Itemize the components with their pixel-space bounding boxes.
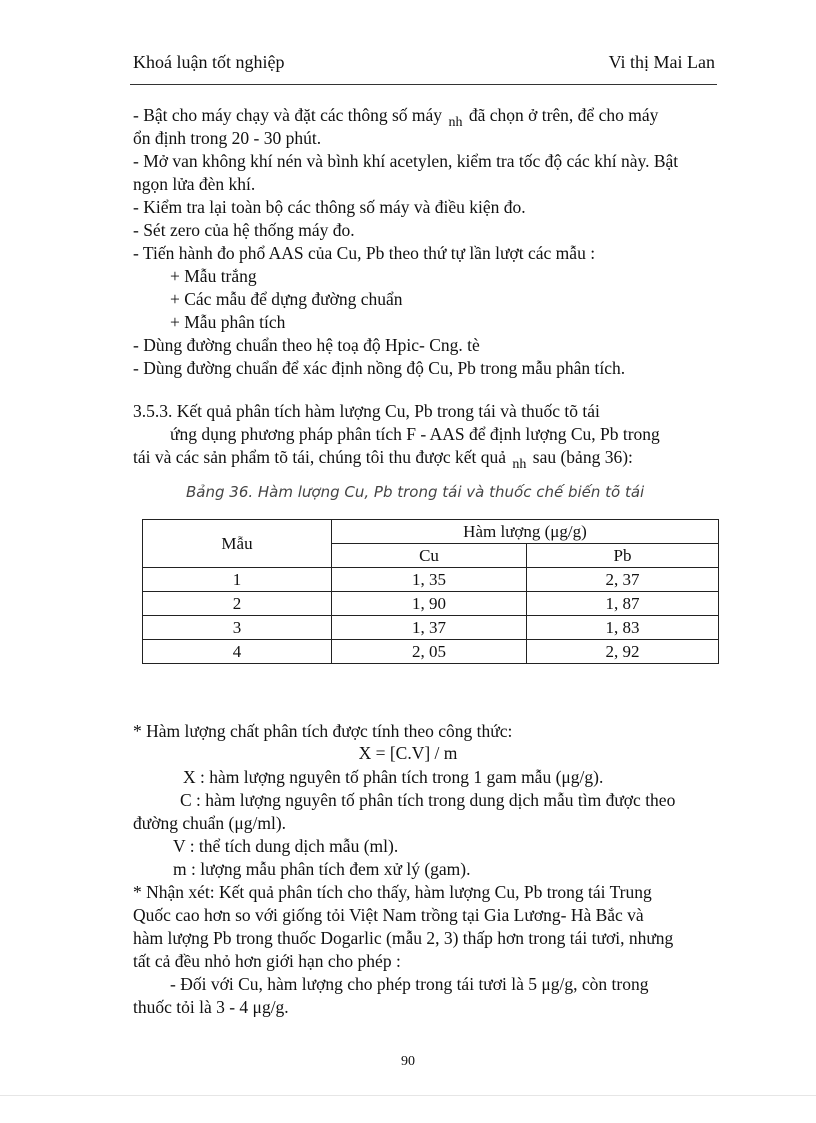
sub-step-standards: + Các mẫu để dựng đường chuẩn — [170, 289, 403, 309]
table-row — [143, 568, 719, 592]
step-3: - Kiểm tra lại toàn bộ các thông số máy và điều kiện đo. — [133, 197, 526, 217]
header-cu: Cu — [332, 544, 527, 568]
cell-cu: 1, 35 — [332, 568, 527, 592]
def-m: m : lượng mẫu phân tích đem xử lý (gam). — [173, 859, 471, 879]
footer-rule — [0, 1095, 816, 1096]
def-x: X : hàm lượng nguyên tố phân tích trong 1 gam mẫu (μg/g). — [183, 767, 604, 787]
cell-cu: 1, 37 — [332, 616, 527, 640]
step-7: - Dùng đường chuẩn để xác định nồng độ Cu, Pb trong mẫu phân tích. — [133, 358, 626, 378]
cell-cu: 2, 05 — [332, 640, 527, 664]
section-line-2: ứng dụng phương pháp phân tích F - AAS để định lượng Cu, Pb trong — [170, 424, 660, 444]
subscript-nh: nh — [512, 457, 527, 472]
cell-pb: 2, 37 — [527, 568, 719, 592]
step-1-line-1: - Bật cho máy chạy và đặt các thông số máy $_{nh}$ đã chọn ở trên, để cho máy — [133, 105, 659, 130]
header-thesis-title: Khoá luận tốt nghiệp — [133, 52, 285, 72]
table-caption: Bảng 36. Hàm lượng Cu, Pb trong tái và thuốc chế biến tõ tái — [186, 483, 645, 501]
remark-line-6: thuốc tỏi là 3 - 4 μg/g. — [133, 997, 289, 1017]
def-c-line-2: đường chuẩn (μg/ml). — [133, 813, 287, 833]
note-formula-intro: * Hàm lượng chất phân tích được tính theo công thức: — [133, 721, 513, 741]
def-c-line-1: C : hàm lượng nguyên tố phân tích trong dung dịch mẫu tìm được theo — [180, 790, 676, 810]
remark-line-3: hàm lượng Pb trong thuốc Dogarlic (mẫu 2, 3) thấp hơn trong tái tươi, nhưng — [133, 928, 674, 948]
step-2-line-2: ngọn lửa đèn khí. — [133, 174, 256, 194]
remark-line-1: * Nhận xét: Kết quả phân tích cho thấy, hàm lượng Cu, Pb trong tái Trung — [133, 882, 652, 902]
section-line-3: tái và các sản phẩm tõ tái, chúng tôi thu được kết quả $_{nh}$ sau (bảng 36): — [133, 447, 633, 472]
sub-step-analysis: + Mẫu phân tích — [170, 312, 286, 332]
step-5: - Tiến hành đo phổ AAS của Cu, Pb theo thứ tự lần lượt các mẫu : — [133, 243, 596, 263]
def-v: V : thể tích dung dịch mẫu (ml). — [173, 836, 399, 856]
header-content-group: Hàm lượng (μg/g) — [332, 520, 719, 544]
remark-line-4: tất cả đều nhỏ hơn giới hạn cho phép : — [133, 951, 401, 971]
cell-cu: 1, 90 — [332, 592, 527, 616]
cell-sample: 3 — [143, 616, 332, 640]
cell-sample: 2 — [143, 592, 332, 616]
step-6: - Dùng đường chuẩn theo hệ toạ độ Hpic- Cng. tè — [133, 335, 480, 355]
table-row — [143, 592, 719, 616]
step-1-line-2: ổn định trong 20 - 30 phút. — [133, 128, 322, 148]
header-author: Vi thị Mai Lan — [608, 52, 715, 72]
subscript-nh: nh — [448, 115, 463, 130]
header-pb: Pb — [527, 544, 719, 568]
cell-pb: 2, 92 — [527, 640, 719, 664]
cell-pb: 1, 83 — [527, 616, 719, 640]
header-rule — [130, 84, 717, 85]
table-header-row — [143, 520, 719, 544]
remark-line-2: Quốc cao hơn so với giống tỏi Việt Nam trồng tại Gia Lương- Hà Bắc và — [133, 905, 644, 925]
cell-sample: 1 — [143, 568, 332, 592]
step-4: - Sét zero của hệ thống máy đo. — [133, 220, 355, 240]
cell-pb: 1, 87 — [527, 592, 719, 616]
table-row — [143, 640, 719, 664]
header-sample: Mẫu — [143, 520, 332, 568]
section-heading: 3.5.3. Kết quả phân tích hàm lượng Cu, Pb trong tái và thuốc tõ tái — [133, 401, 600, 421]
results-table — [142, 519, 719, 664]
step-2-line-1: - Mở van không khí nén và bình khí acetylen, kiểm tra tốc độ các khí này. Bật — [133, 151, 679, 171]
table-row — [143, 616, 719, 640]
sub-step-blank: + Mẫu trắng — [170, 266, 257, 286]
cell-sample: 4 — [143, 640, 332, 664]
formula: X = [C.V] / m — [358, 743, 458, 763]
remark-line-5: - Đối với Cu, hàm lượng cho phép trong tái tươi là 5 μg/g, còn trong — [170, 974, 649, 994]
page-number: 90 — [401, 1054, 415, 1069]
